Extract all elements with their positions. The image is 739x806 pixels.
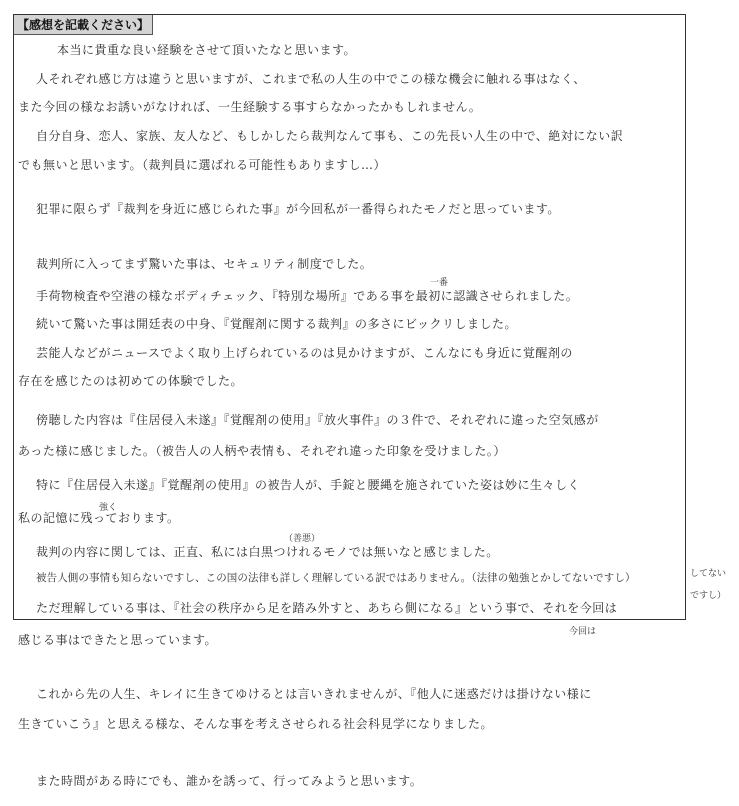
text-line-8: 手荷物検査や空港の様なボディチェック、『特別な場所』である事を最初に認識させられました。: [36, 289, 579, 303]
text-line-22: また時間がある時にでも、誰かを誘って、行ってみようと思います。: [36, 774, 423, 788]
text-line-20: これから先の人生、キレイに生きてゆけるとは言いきれませんが、『他人に迷惑だけは掛けない様に: [36, 687, 592, 701]
text-line-7: 裁判所に入ってまず驚いた事は、セキュリティ制度でした。: [36, 257, 373, 271]
text-line-3: また今回の様なお誘いがなければ、一生経験する事すらなかったかもしれません。: [18, 100, 482, 114]
text-line-13: あった様に感じました。（被告人の人柄や表情も、それぞれ違った印象を受けました。）: [18, 444, 506, 458]
form-header: 【感想を記載ください】: [14, 15, 153, 35]
text-line-4: 自分自身、恋人、家族、友人など、もしかしたら裁判なんて事も、この先長い人生の中で、絶対にない訳: [36, 129, 624, 143]
annotation-zenaku: （善悪）: [284, 534, 321, 544]
text-line-2: 人それぞれ感じ方は違うと思いますが、これまで私の人生の中でこの様な機会に触れる事はなく、: [36, 72, 586, 86]
annotation-konkai: 今回は: [569, 627, 597, 637]
text-line-16: 裁判の内容に関しては、正直、私には白黒つけれるモノでは無いなと感じました。: [36, 545, 499, 559]
text-line-18: ただ理解している事は、『社会の秩序から足を踏み外すと、あちら側になる』という事で、それを今回は: [36, 601, 618, 615]
text-line-11: 存在を感じたのは初めての体験でした。: [18, 374, 244, 388]
text-line-21: 生きていこう』と思える様な、そんな事を考えさせられる社会科見学になりました。: [18, 717, 494, 731]
text-line-19: 感じる事はできたと思っています。: [18, 633, 218, 647]
annotation-desushi: ですし）: [690, 591, 727, 601]
text-line-15: 私の記憶に残っております。: [18, 511, 180, 525]
annotation-shitenai: してない: [690, 569, 727, 579]
text-line-17: 被告人側の事情も知らないですし、この国の法律も詳しく理解している訳ではありません。（法律の勉強とかしてないですし）: [36, 572, 636, 584]
text-line-14: 特に『住居侵入未遂』『覚醒剤の使用』の被告人が、手錠と腰縄を施されていた姿は妙に生々しく: [36, 478, 581, 492]
text-line-10: 芸能人などがニュースでよく取り上げられているのは見かけますが、こんなにも身近に覚醒剤の: [36, 346, 573, 360]
text-line-1: 本当に貴重な良い経験をさせて頂いたなと思います。: [57, 43, 357, 57]
text-line-12: 傍聴した内容は『住居侵入未遂』『覚醒剤の使用』『放火事件』の３件で、それぞれに違った空気感が: [36, 413, 599, 427]
text-line-9: 続いて驚いた事は開廷表の中身、『覚醒剤に関する裁判』の多さにビックリしました。: [36, 317, 518, 331]
text-line-5: でも無いと思います。（裁判員に選ばれる可能性もありますし…）: [18, 158, 387, 172]
annotation-tsuyoku: 強く: [99, 503, 118, 513]
annotation-ichiban: 一番: [430, 278, 449, 288]
text-line-6: 犯罪に限らず『裁判を身近に感じられた事』が今回私が一番得られたモノだと思っています。: [36, 202, 560, 216]
